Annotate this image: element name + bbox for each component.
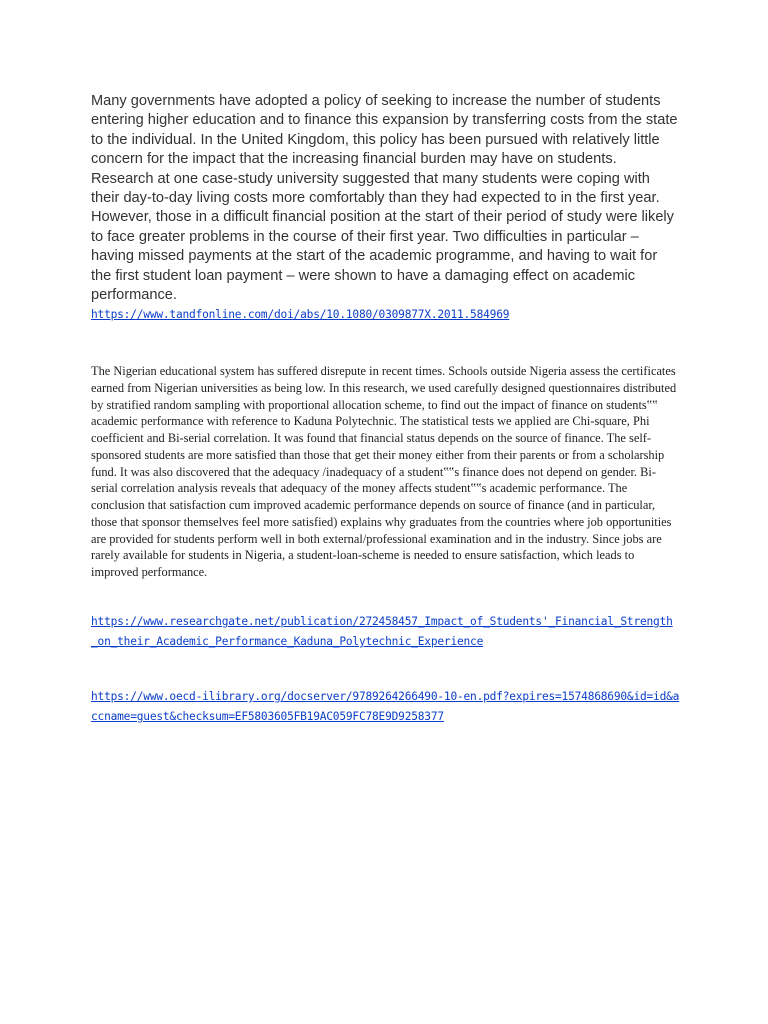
paragraph-nigerian-education: The Nigerian educational system has suffered disrepute in recent times. Schools outside Nigeria assess the certificates earned from Nigerian universities as being low. In this research, we used carefully designed questionnaires distributed by stratified random sampling with proportional allocation scheme, to find out the impact of finance on students‟‟ academic performance with reference to Kaduna Polytechnic. The statistical tests we applied are Chi-square, Phi coefficient and Bi-serial correlation. It was found that financial status depends on the source of finance. The self-sponsored students are more satisfied than those that get their money either from their parents or from a scholarship fund. It was also discovered that the adequacy /inadequacy of a student‟‟s finance does not depend on gender. Bi-serial correlation analysis reveals that adequacy of the money affects student‟‟s academic performance. The conclusion that satisfaction cum improved academic performance depends on source of finance (and in particular, those that sponsor themselves feel more satisfied) explains why graduates from the countries where job opportunities are provided for students perform well in both external/professional examination and in the industry. Since jobs are rarely available for students in Nigeria, a student-loan-scheme is needed to ensure satisfaction, which leads to improved performance. — [91, 364, 677, 579]
paragraph-uk-student-finance: Many governments have adopted a policy of seeking to increase the number of students entering higher education and to finance this expansion by transferring costs from the state to the individual. In the United Kingdom, this policy has been pursued with relatively little concern for the impact that the increasing financial burden may have on students. Research at one case-study university suggested that many students were coping with their day-to-day living costs more comfortably than they had expected to in the first year. However, those in a difficult financial position at the start of their period of study were likely to face greater problems in the course of their first year. Two difficulties in particular – having missed payments at the start of the academic programme, and having to wait for the first student loan payment – were shown to have a damaging effect on academic performance. — [91, 93, 678, 304]
tandfonline-link[interactable]: https://www.tandfonline.com/doi/abs/10.1080/0309877X.2011.584969 — [91, 308, 510, 321]
oecd-ilibrary-link[interactable]: https://www.oecd-ilibrary.org/docserver/9789264266490-10-en.pdf?expires=1574868690&id=id&accname=guest&checksum=EF5803605FB19AC059FC78E9D9258377 — [91, 690, 680, 723]
link-paragraph-1 — [91, 307, 691, 322]
researchgate-link[interactable]: https://www.researchgate.net/publication/272458457_Impact_of_Students'_Financial_Strength_on_their_Academic_Performance_Kaduna_Polytechnic_Experience — [91, 615, 673, 648]
link-paragraph-3 — [91, 686, 681, 726]
link-paragraph-2 — [91, 611, 676, 651]
